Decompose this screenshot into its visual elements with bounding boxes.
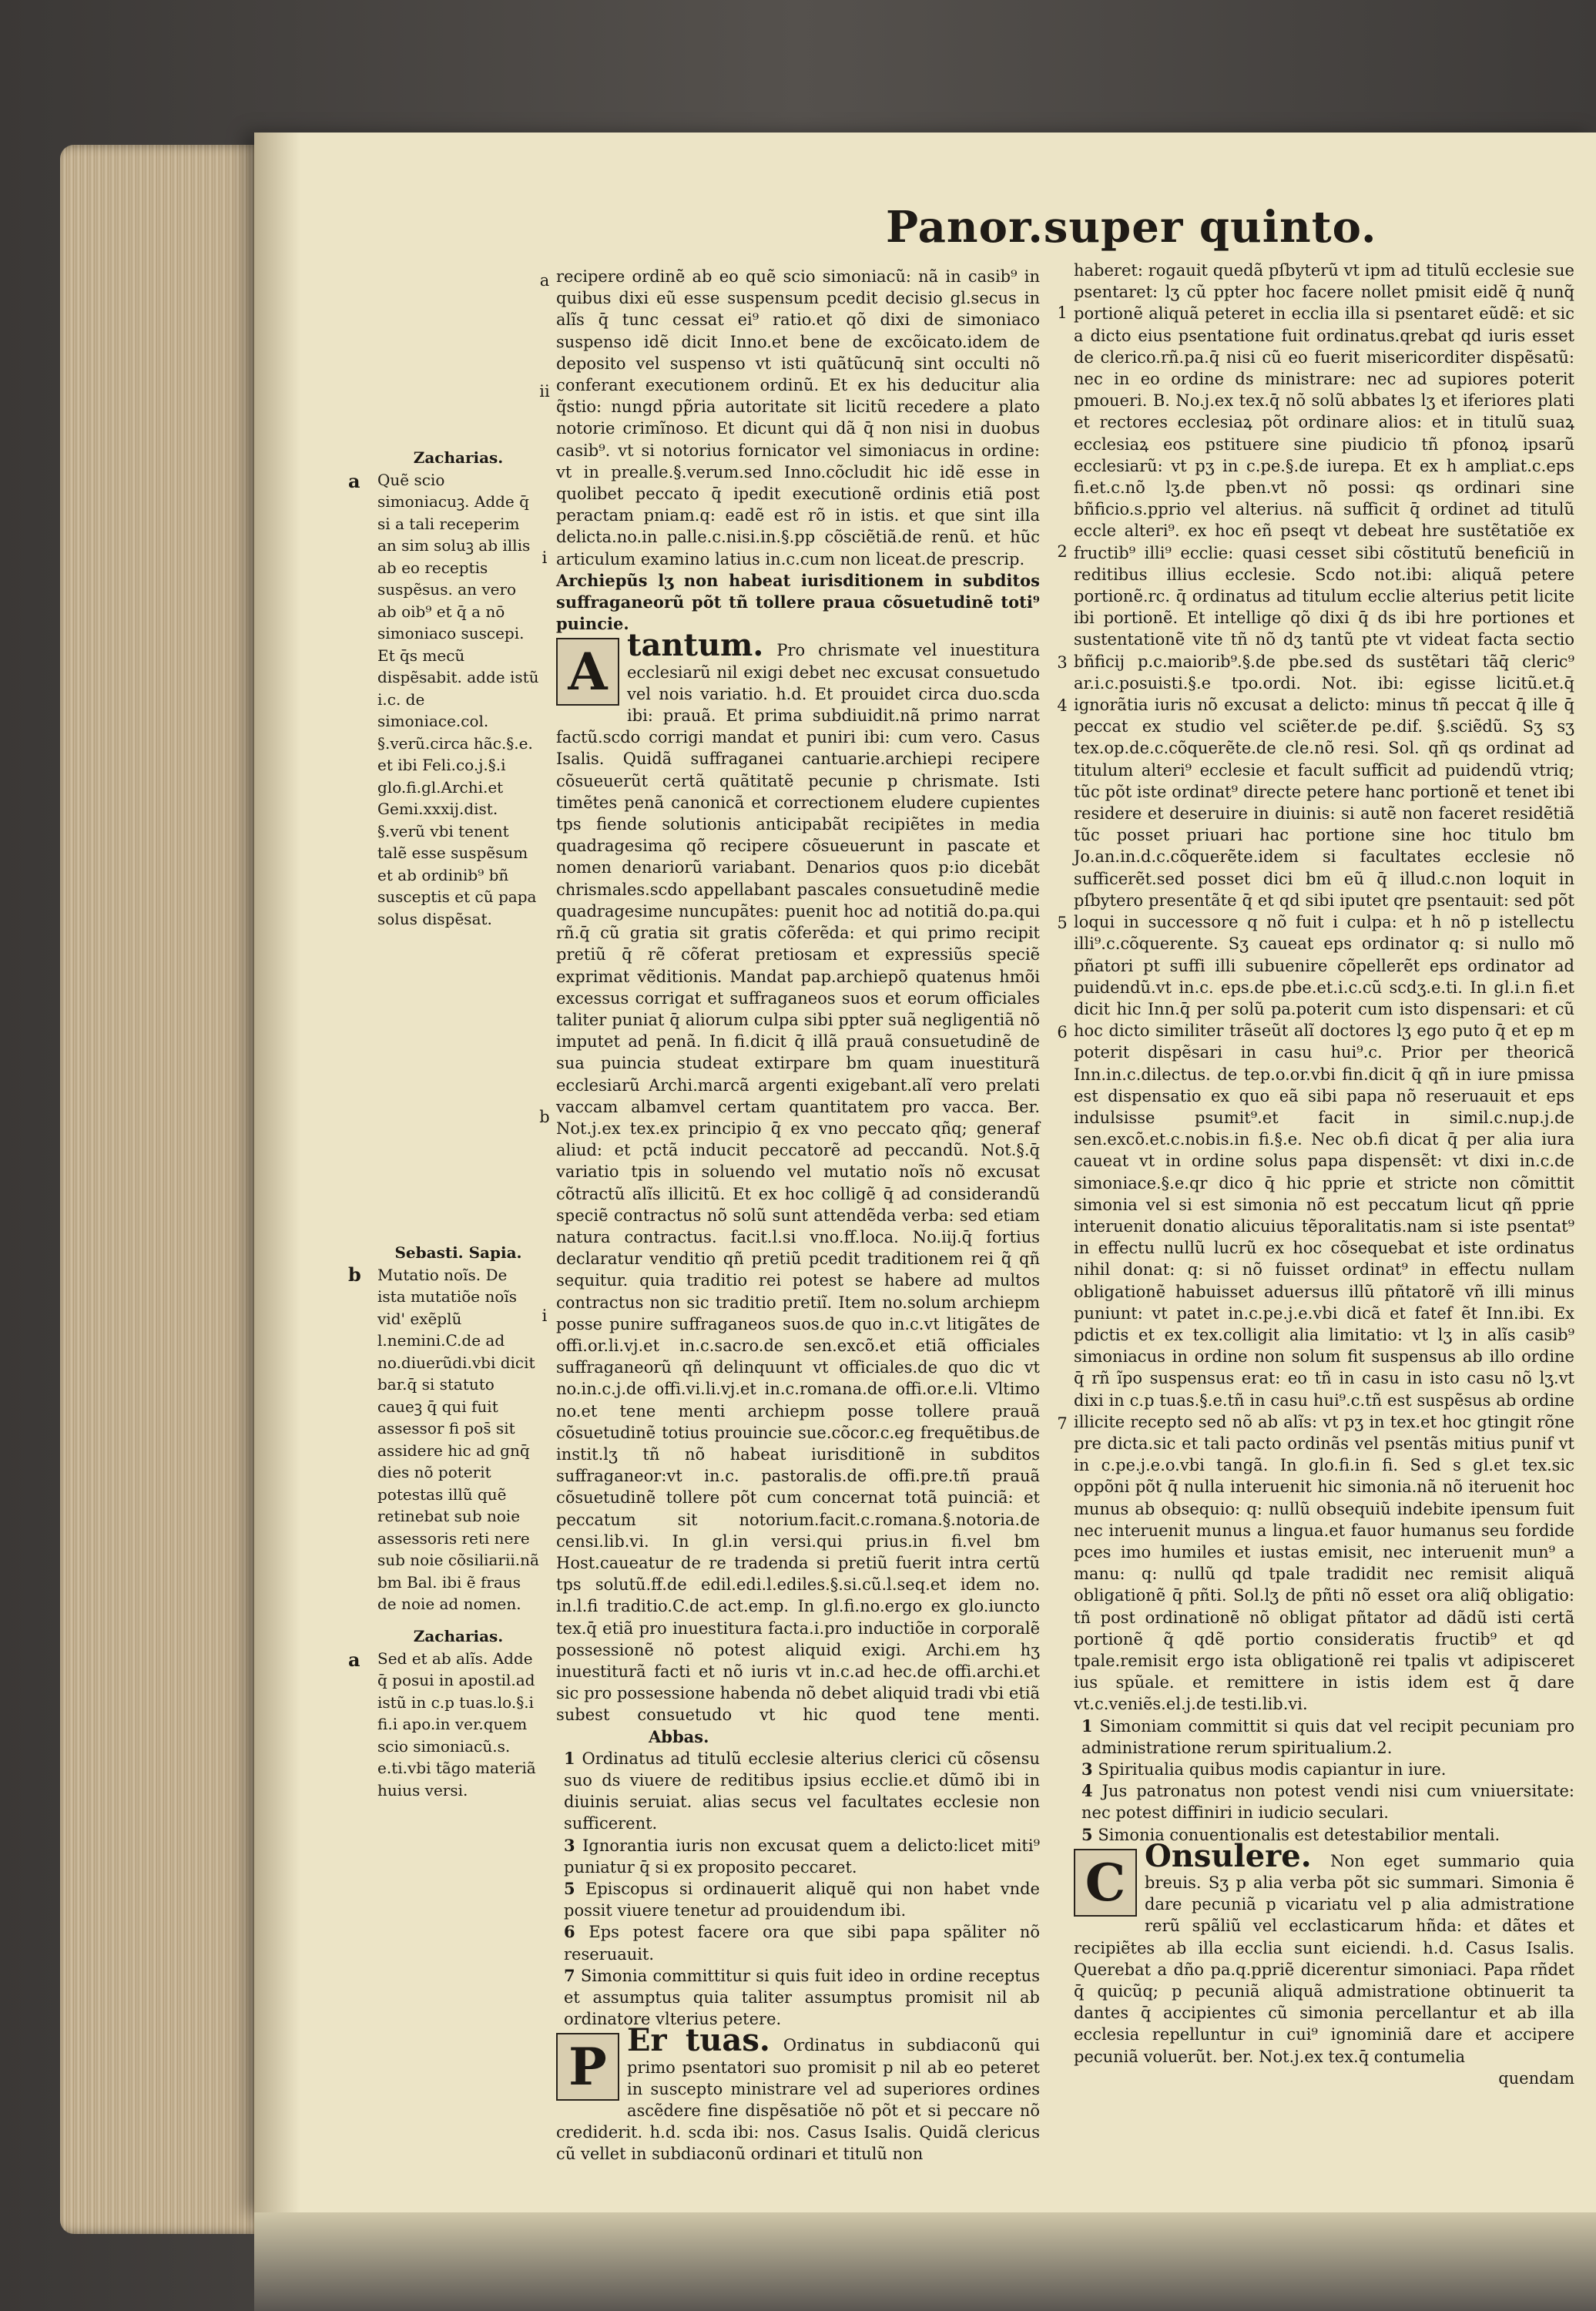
catchword: quendam [1498, 2068, 1574, 2088]
column-marker: 7 [1057, 1414, 1068, 1433]
running-head: Panor.super quinto. [886, 202, 1377, 253]
book-fore-edge [60, 145, 260, 2234]
right-column [1074, 260, 1574, 2136]
margin-note-heading: Sebasti. Sapia. [394, 1243, 522, 1262]
margin-note-heading: Zacharias. [413, 1627, 504, 1645]
right-column-commentary: haberet: rogauit quedã pſbyterũ vt ipm ad titulũ ecclesie sue psentaret: lʒ cũ ppter hoc facere nollet pmisit eidẽ q̄ nunq̃ portionẽ aliquã peteret in ecclia illa si psentaret eũdẽ: et sic a dicto eius psentatione fuit ordinatus.qrebat qd iuris esset de clerico.rñ.pa.q̄ nisi cũ eo fuerit misericorditer dispẽsatũ: nec in eo ordine ds ministrare: nec ad supiores poterit pmoueri. B. No.j.ex tex.q̄ nõ solũ abbates lʒ et iferiores plati et rectores ecclesiaꝝ põt ordinare alios: et in titulũ suaꝝ ecclesiaꝝ eos pstituere sine piudicio tñ pfonoꝝ ipsarũ ecclesiarũ: vt pʒ in c.pe.§.de iurepa. Et ex h ampliat.c.eps fi.et.c.nõ lʒ.de pben.vt nõ possi: qs ordinari sine bñficio.s.pprio vel alterius. nã sufficit q̄ ordinet ad titulũ eccle alteri⁹. ex hoc eñ pseqt vt debeat hre sustẽtatiõe ex fructib⁹ illi⁹ ecclie: quasi cesset sibi cõstitutũ beneficiũ in reditibus illius ecclesie. Scdo not.ibi: aliquã petere portionẽ.rc. q̄ ordinatus ad titulum ecclie alterius petit licite ibi portionẽ. Et intellige qõ dixi q̄ ds ibi hre portiones et sustentationẽ vite tñ nõ dʒ tantũ pte vt videat facta sectio bñficij p.c.maiorib⁹.§.de pbe.sed ds sustẽtari tãq̄ cleric⁹ ar.i.c.posuisti.§.e tpo.ordi. Not. ibi: egisse licitũ.et.q̄ ignorãtia iuris nõ excusat a delicto: minus tñ peccat q̄ ille q̄ peccat ex studio vel sciẽter.de pe.dif. §.sciẽdũ. Sʒ sʒ tex.op.de.c.cõquerẽte.de cle.nõ resi. Sol. qñ qs ordinat ad titulum alteri⁹ ecclesie et facult sufficit ad puidendũ vtriq; tũc põt iste ordinat⁹ directe petere hanc portionẽ et tenet ibi residere et deseruire in diuinis: si autẽ non faceret residẽtiã tũc posset priuari hac portione sine hoc titulo bm Jo.an.in.d.c.cõquerẽte.idem si facultates ecclesie nõ sufficerẽt.sed posset dici bm eũ q̄ illud.c.non loquit in pſbytero presentãte q̄ et qd sibi iputet qre psentauit: sed põt loqui in successore q nõ fuit i culpa: et h nõ p istellectu illi⁹.c.cõquerente. Sʒ caueat eps ordinator q: si nullo mõ pñatori pt suffi illi subuenire cõpellerẽt eps ordinator ad puidendũ.vt in.c. eps.de pbe.et.i.c.cũ scdʒ.e.ti. In gl.i.n fi.et dicit hic Inn.q̄ per solũ pa.poterit cum isto dispensari: et cũ hoc dicto similiter trãseũt alĩ doctores lʒ ego puto q̄ et ep m poterit dispẽsari in casu hui⁹.c. Prior per theoricã Inn.in.c.dilectus. de tep.o.or.vbi fin.dicit q̄ qñ in iure pmissa est dispensatio ex quo eã sibi papa nõ reseruauit et eps indulsisse psumit⁹.et facit in simil.c.nup.j.de sen.excõ.et.c.nobis.in fi.§.e. Nec ob.fi dicat q̄ per alia iura caueat vt in ordine solus papa dispensẽt: vt dixi in.c.de simoniace.§.e.qr dico q̄ hic pprie et stricte non cõmittit simonia vel si est simonia nõ est peccatum licut qñ pprie interuenit donatio alicuius tẽporalitatis.nam si iste psentat⁹ in effectu nullũ lucrũ ex hoc cõsequebat et iste ordinatus nihil donat: q: si nõ fuisset ordinat⁹ in effectu nullam obligationẽ habuisset aduersus illũ pñtatorẽ vñ illi minus puniunt: vt patet in.c.pe.j.e.vbi dicã et fatef ẽt Inn.ibi. Ex pdictis et ex tex.colligit alia limitatio: vt lʒ in alĩs casib⁹ simoniacus in ordine non solum fit suspensus ab illo ordine q̄ rñ ĩpo suspensus erat: eo tñ in casu in isto casu nõ lʒ.vt dixi in c.p tuas.§.e.tñ in casu hui⁹.c.tñ est suspẽsus ab ordine illicite recepto sed nõ ab alĩs: vt pʒ in tex.et hoc gtingit rõne pre dicta.sic et tali pacto ordinãs vel psentãs mitius punif vt in c.pe.j.e.o.vbi tangã. In glo.fi.in fi. Sed s gl.et tex.sic oppõni põt q̄ nulla interuenit hic simonia.nã nõ iteruenit hoc munus ab obsequio: q: nullũ obsequiũ indebite ipensum fuit nec interuenit munus a lingua.et fauor humanus seu fordide pces imo humiles et iustas emisit, nec interuenit mun⁹ a manu: q: nullũ qd tpale tradidit nec remisit aliquã obligationẽ q̄ pñti. Sol.lʒ de pñti nõ esset ora aliq̃ obligatio: tñ post ordinationẽ nõ obligat pñtator ad dãdũ isti certã portionẽ q̃ qdẽ portio consideratis fructib⁹ et qd tpale.remisit ergo ista obligationẽ rei tpalis vt adipisceret ius spũale. et remittere in istis idem est q̄ dare vt.c.veniẽs.el.j.de testi.lib.vi. [1074, 261, 1574, 1714]
column-marker: a [539, 271, 550, 290]
column-marker: 4 [1057, 696, 1068, 715]
summary-item: 5 Simonia conuentionalis est detestabilior mentali. [1081, 1824, 1500, 1844]
left-column-text: recipere ordinẽ ab eo quẽ scio simoniacũ: nã in casib⁹ in quibus dixi eũ esse suspensum pcedit decisio gl.secus in alĩs q̄ tunc cessat ei⁹ ratio.et qõ dixi de simoniaco suspenso idẽ dicit Inno.et bene de excõicato.idem de deposito vel suspenso vt isti quãtũcunq̄ sint occulti nõ conferant executionem ordinũ. Et ex his deducitur alia q̃stio: nungd pp̃ria autoritate sit licitũ recedere a plato notorie crimĩnoso. Et dicunt qui dã q̄ non nisi in duobus casib⁹. vt si notorius fornicator vel simoniacus in ordine: vt in prealle.§.verum.sed Inno.cõcludit hic idẽ esse in quolibet peccato q̄ ipedit executionẽ ordinis etiã post peractam pniam.q: eadẽ est rõ in istis. et que sint illa delicta.no.in palle.c.nisi.in.§.pp cõsciẽtiã.de renũ. et hũc articulum examino latius in.c.cum non liceat.de prescrip. [556, 267, 1040, 569]
summary-item: 3 Spiritualia quibus modis capiantur in iure. [1081, 1759, 1447, 1779]
drop-cap-initial: P [556, 2033, 619, 2101]
summary-item: 1 Simoniam committit si quis dat vel recipit pecuniam pro administratione rerum spiritualium.2. [1081, 1716, 1575, 1757]
column-marker: 1 [1057, 304, 1068, 322]
summary-item: 4 Jus patronatus non potest vendi nisi cum vniuersitate: nec potest diffiniri in iudicio seculari. [1081, 1781, 1575, 1823]
column-marker: ii [539, 382, 550, 401]
summary-item: 1 Ordinatus ad titulũ ecclesie alterius clerici cũ cõsensu suo ds viuere de reditibus ipsius ecclie.et dũmõ ibi in diuinis seruiat. alias secus vel facultates ecclesie non sufficerent. [564, 1748, 1040, 1833]
left-column-commentary: Ordinatus in subdiaconũ qui primo psentatori suo promisit p nil ab eo peteret in suscepto ministrare vel ad superiores ordines ascẽdere fine dispẽsatiõe nõ põt et si peccare nõ crediderit. h.d. scda ibi: nos. Casus Isalis. Quidã clericus cũ vellet in subdiaconũ ordinari et titulũ non [556, 2036, 1041, 2164]
page-gutter-shadow [254, 132, 300, 2212]
drop-cap-initial: C [1074, 1849, 1137, 1917]
page-bottom-edge [254, 2212, 1596, 2311]
summary-item: 7 Simonia committitur si quis fuit ideo in ordine receptus et assumptus quia taliter assumptus promisit nil ab ordinatore vlterius petere. [564, 1965, 1040, 2029]
column-marker: i [542, 548, 548, 567]
margin-note-sebastian [377, 1242, 539, 1615]
column-marker: 5 [1057, 914, 1068, 932]
column-marker: 2 [1057, 542, 1068, 561]
margin-note-text: Quẽ scio simoniacuꝫ. Adde q̄ si a tali receperim an sim soluꝫ ab illis ab eo receptis suspẽsus. an vero ab oib⁹ et q̄ a nō simoniaco suscepi. Et q̄s mecũ dispẽsabit. adde istũ i.c. de simoniace.col. §.verũ.circa hãc.§.e. et ibi Feli.co.j.§.i glo.fi.gl.Archi.et Gemi.xxxij.dist. §.verũ vbi tenent talẽ esse suspẽsum et ab ordinib⁹ bñ susceptis et cũ papa solus dispẽsat. [377, 470, 539, 928]
margin-marker: b [348, 1263, 361, 1286]
drop-cap-initial: A [556, 638, 619, 706]
column-marker: 6 [1057, 1023, 1068, 1041]
column-marker: i [542, 1306, 548, 1325]
section-lemma: Er tuas. [627, 2022, 770, 2059]
column-marker: 3 [1057, 653, 1068, 672]
left-column-commentary: Pro chrismate vel inuestitura ecclesiarũ nil exigi debet nec excusat consuetudo vel nois variatio. h.d. Et prouidet circa duo.scda ibi: prauã. Et prima subdiuidit.nã primo narrat factũ.scdo corrigi mandat et puniri ibi: cum vero. Casus Isalis. Quidã suffraganei cantuarie.archiepi recipere cõsueuerũt certã quãtitatẽ pecunie p chrismate. Isti timẽtes penã canonicã et correctionem eludere cupientes tps fiende solutionis anticipabãt recipiẽtes in media quadragesima qõ recipere cõsueuerunt in pascate et nomen denariorũ variabant. Denarios quos p:io dicebãt chrismales.scdo appellabant pascales consuetudinẽ medie quadragesime nuncupãtes: puenit hoc ad notitiã do.pa.qui rñ.q̄ cũ gratia sit gratis cõferẽda: et qui primo recipit pretiũ q̄ rẽ cõferat pretiosam et expressiũs speciẽ exprimat vẽditionis. Mandat pap.archiepõ quatenus hmõi excessus corrigat et suffraganeos suos et eorum officiales taliter puniat q̄ aliorum culpa sibi ppter suã negligentiã nõ imputet ad penã. In fi.dicit q̄ illã prauã consuetudinẽ de sua puincia studeat extirpare bm quam inuestiturã ecclesiarũ Archi.marcã argenti exigebant.alĩ vero prelati vaccam albamvel certam quantitatem pro vacca. Ber. Not.j.ex tex.ex principio q̄ ex vno peccato qñq; generaf aliud: et pctã inducit peccatorẽ ad peccandũ. Not.§.q̄ variatio tpis in soluendo vel mutatio noĩs nõ excusat cõtractũ alĩs illicitũ. Et ex hoc colligẽ q̄ ad considerandũ speciẽ contractus nõ solũ sunt attendẽda verba: sed etiam natura contractus. facit.l.si vno.ff.loca. No.iij.q̄ fortius declaratur venditio qñ pretiũ pcedit traditionem rei q̃ qñ sequitur. quia traditio rei potest se habere ad multos contractus non sic traditio pretiĩ. Item no.solum archiepm posse punire suffraganeos suos.de quo in.c.vt litigãtes de offi.or.li.vj.et in.c.sacro.de sen.excõ.et etiã officiales suffraganeorũ qñ delinquunt vt officiales.de quo dic vt no.in.c.j.de offi.vi.li.vj.et in.c.romana.de offi.or.e.li. Vltimo no.et tene menti archiepm posse tollere prauã cõsuetudinẽ totius prouincie sue.cõcor.c.eg frequẽtibus.de instit.lʒ tñ nõ habeat iurisditionẽ in subditos suffraganeor:vt in.c. pastoralis.de offi.pre.tñ prauã cõsuetudinẽ tollere põt cum concernat totã puinciã: et peccatum sit notorium.facit.c.romana.§.notoria.de censi.lib.vi. In gl.in versi.qui prius.in fi.vel bm Host.caueatur de re tradenda si pretiũ fuerit intra certũ tps solutũ.ff.de edil.edi.l.ediles.§.si.cũ.l.seq.et idem no. in.l.fi traditio.C.de act.emp. In gl.fi.no.ergo ex glo.iuncto tex.q̄ etiã pro inuestitura facta.i.pro inductiõe in corporalẽ possessionẽ nõ potest aliquid exigi. Archi.em hʒ inuestiturã facti et nõ iuris vt in.c.ad hec.de offi.archi.et sic pro possessione habenda nõ debet aliquid tradi vbi etiã subest consuetudo vt hic quod tene menti. [556, 641, 1040, 1725]
margin-marker: a [348, 1649, 360, 1671]
margin-note-zacharias [377, 447, 539, 930]
summary-item: 6 Eps potest facere ora que sibi papa spãliter nõ reseruauit. [564, 1922, 1040, 1964]
column-marker: b [539, 1108, 550, 1126]
summary-item: 5 Episcopus si ordinauerit aliquẽ qui non habet vnde possit viuere tenetur ad prouidendum ibi. [564, 1879, 1040, 1920]
margin-note-heading: Zacharias. [413, 448, 504, 467]
author-signature: Abbas. [649, 1726, 709, 1746]
summary-item: 3 Ignorantia iuris non excusat quem a delicto:licet miti⁹ puniatur q̄ si ex proposito peccaret. [564, 1835, 1040, 1877]
margin-note-text: Sed et ab alĩs. Adde q̄ posui in apostil.ad istũ in c.p tuas.lo.§.i fi.i apo.in ver.quem scio simoniacũ.s. e.ti.vbi tãgo materiã huius versi. [377, 1649, 536, 1799]
margin-note-text: Mutatio noĩs. De ista mutatiõe noĩs vid' exẽplũ l.nemini.C.de ad no.diuerũdi.vbi dicit bar.q̄ si statuto caueꝫ q̄ qui fuit assessor fi pos̄ sit assidere hic ad gnq̄ dies nõ poterit potestas illũ quẽ retinebat sub noie assessoris reti nere sub noie cõsiliarii.nã bm Bal. ibi ẽ fraus de noie ad nomen. [377, 1265, 539, 1613]
section-lemma: tantum. [627, 627, 764, 664]
section-lemma: Onsulere. [1145, 1837, 1312, 1874]
right-column-commentary: Non eget summario quia breuis. Sʒ p alia verba põt sic summari. Simonia ẽ dare pecuniã p vicariatu vel p alia admistratione rerũ spãliũ vel ecclasticarum hñda: et dãtes et recipiẽtes ab illa ecclia sunt eiciendi. h.d. Casus Isalis. Querebat a dño pa.q.ppriẽ dicerentur simoniaci. Papa rñdet q̄ quicũq; p pecuniã aliquã admistratione obtinuerit ta dantes q̄ accipientes cũ simonia percellantur et ab illa ecclesia repelluntur in cui⁹ ignominiã dare et accipere pecuniã voluerũt. ber. Not.j.ex tex.q̄ contumelia [1074, 1851, 1574, 2066]
margin-marker: a [348, 470, 360, 492]
left-column [556, 266, 1041, 2164]
margin-note-zacharias-2 [377, 1625, 539, 1801]
left-column-rubric: Archiepũs lʒ non habeat iurisditionem in subditos suffraganeorũ põt tñ tollere praua cõsuetudinẽ toti⁹ puincie. [556, 570, 1040, 634]
